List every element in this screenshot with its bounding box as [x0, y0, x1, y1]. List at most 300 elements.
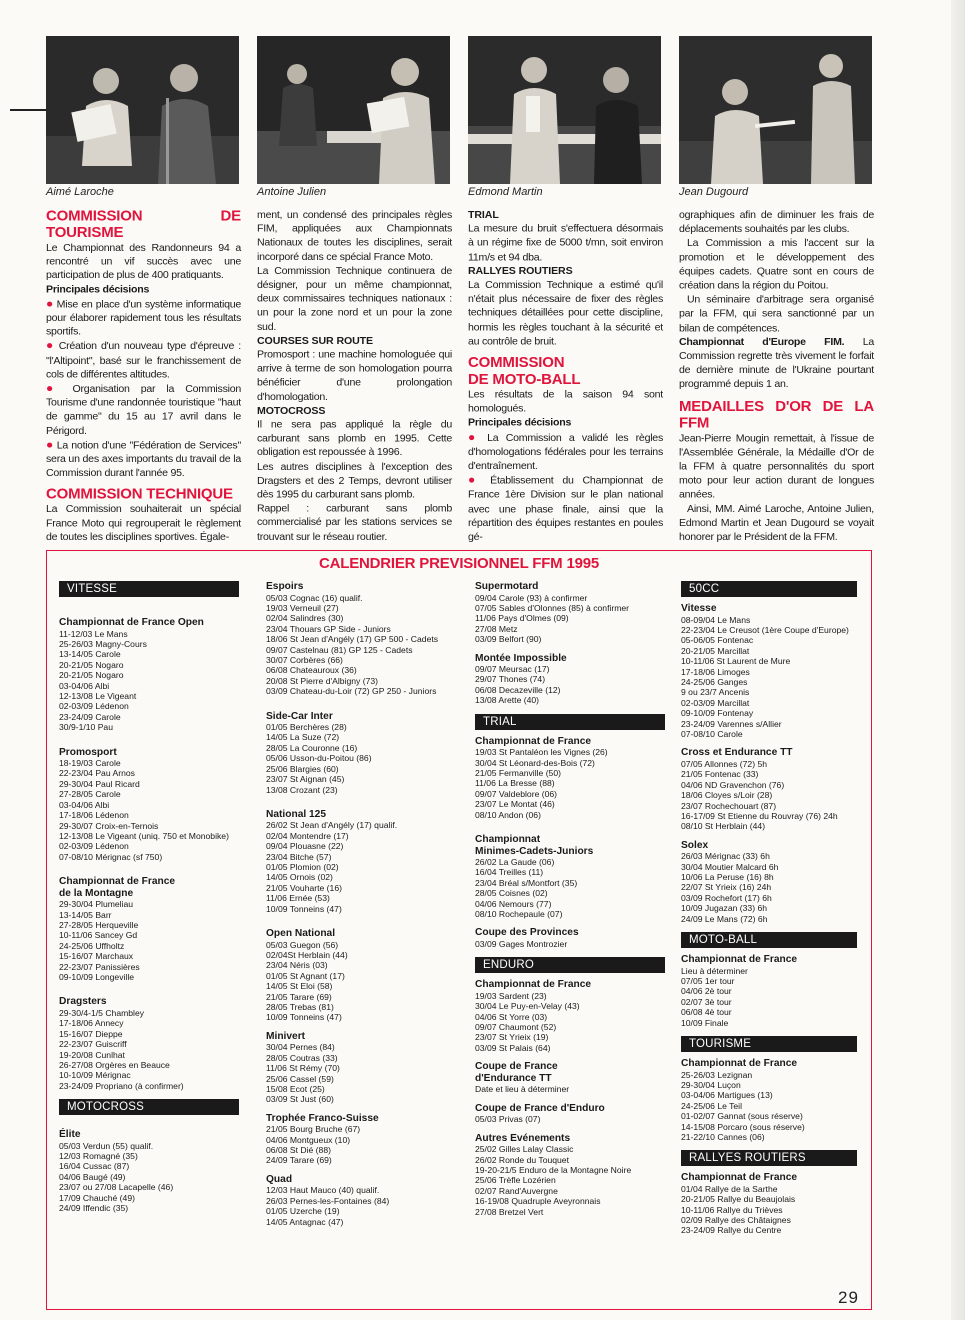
bullet-paragraph — [468, 473, 663, 544]
section-heading: MEDAILLES D'OR DE LA FFM — [679, 397, 874, 432]
event-date-line: 25/02 Gilles Lalay Classic — [475, 1144, 574, 1155]
event-date-line: 23/04 Thouars GP Side - Juniors — [266, 623, 391, 634]
event-heading: Open National — [266, 928, 336, 940]
event-date-line: 26/03 Pernes-les-Fontaines (84) — [266, 1195, 390, 1206]
event-date-line: 08-09/04 Le Mans — [681, 614, 751, 625]
bullet-text: Mise en place d'un système informatique pour élaborer rapidement tous les résultats sportifs. — [46, 298, 242, 338]
event-heading: Championnat de France Open — [59, 617, 204, 628]
calendar-title: CALENDRIER PREVISIONNEL FFM 1995 — [318, 555, 600, 572]
event-date-line: 02/07 Rand'Auvergne — [475, 1185, 558, 1196]
spacer — [681, 1142, 857, 1150]
event-date-line: 24-25/06 Le Teil — [681, 1100, 742, 1111]
spacer — [475, 820, 665, 834]
event-date-line: 19-20/08 Cunlhat — [59, 1049, 125, 1060]
spacer — [59, 733, 239, 747]
event-date-line: 14/05 Antagnac (47) — [266, 1216, 344, 1227]
bullet-paragraph — [46, 296, 241, 338]
event-date-line: 02/04St Herblain (44) — [266, 949, 348, 960]
bullet-paragraph — [46, 339, 241, 381]
event-date-line: 10/09 Tonneins (47) — [266, 1012, 342, 1023]
spacer — [475, 1095, 665, 1103]
paragraph: ographiques afin de diminuer les frais de déplacements souhaités par les clubs. — [679, 208, 874, 236]
event-date-line: 26/02 St Jean d'Angély (17) qualif. — [266, 820, 398, 831]
event-date-line: 11-12/03 Le Mans — [59, 628, 128, 639]
event-date-line: 23/07 St Aignan (45) — [266, 774, 345, 785]
event-date-line: 23/04 Bréal s/Montfort (35) — [475, 877, 578, 888]
spacer — [59, 1121, 239, 1129]
event-date-line: 23-24/09 Varennes s/Allier — [681, 718, 782, 729]
event-heading: Minimes-Cadets-Juniors — [475, 845, 594, 857]
subsection-heading: COURSES SUR ROUTE — [257, 334, 374, 347]
paragraph: Ainsi, MM. Aimé Laroche, Antoine Julien, Edmond Martin et Jean Dugourd se voyait honorer par le Président de la FFM. — [679, 502, 874, 544]
paragraph: Il ne sera pas appliqué la règle du carburant sans plomb en 1995. Cette obligation est repoussée à 1996. — [257, 418, 452, 459]
subsection-heading: TRIAL — [468, 208, 499, 221]
bullet-icon: ● — [468, 473, 482, 487]
event-date-line: 02/04 Montendre (17) — [266, 830, 349, 841]
event-date-line: 07-08/10 Mérignac (sf 750) — [59, 851, 163, 862]
event-heading: Coupe de France — [475, 1061, 558, 1073]
bullet-icon: ● — [468, 429, 480, 444]
event-date-line: 11/06 La Bresse (88) — [475, 778, 555, 789]
event-heading: Championnat de France — [475, 735, 592, 747]
calendar-section-band: VITESSE — [59, 581, 239, 597]
spacer — [681, 739, 857, 747]
event-date-line: 09/04 Carole (93) à confirmer — [475, 592, 588, 603]
event-date-line: 09/07 Chaumont (52) — [475, 1022, 557, 1033]
event-date-line: 25/06 Cassel (59) — [266, 1073, 334, 1084]
event-date-line: 19/03 Sardent (23) — [475, 990, 547, 1001]
event-date-line: 22-23/04 Pau Arnos — [59, 768, 135, 779]
event-date-line: 26-27/08 Orgères en Beauce — [59, 1059, 170, 1070]
bold-label: Principales décisions — [46, 283, 150, 296]
event-date-line: 27/08 Metz — [475, 623, 518, 634]
event-date-line: 22/07 St Yrieix (16) 24h — [681, 882, 772, 893]
event-date-line: 15-16/07 Dieppe — [59, 1028, 123, 1039]
spacer — [59, 982, 239, 996]
event-date-line: 21-22/10 Cannes (06) — [681, 1131, 765, 1142]
event-date-line: 06/08 4è tour — [681, 1007, 732, 1018]
event-date-line: 02/04 Salindres (30) — [266, 613, 344, 624]
spacer — [475, 645, 665, 653]
photo-edmond-martin — [468, 36, 661, 184]
rule-line — [10, 109, 46, 111]
page-number: 29 — [838, 1288, 859, 1307]
event-date-line: 05/03 Guegon (56) — [266, 939, 339, 950]
event-date-line: 03/09 St Just (60) — [266, 1094, 334, 1105]
paragraph: La Commission Technique a estimé qu'il n'était plus nécessaire de fixer des règles techniques détaillées pour cette discipline, hormis les règles touchant à la sécurité et au contrôle de bruit. — [468, 279, 663, 348]
event-date-line: 10-11/06 Rallye du Trièves — [681, 1204, 783, 1215]
event-date-line: 23-24/09 Rallye du Centre — [681, 1225, 782, 1236]
event-heading: Promosport — [59, 746, 117, 758]
photo-strip — [46, 36, 872, 186]
photo-caption: Antoine Julien — [257, 186, 327, 198]
event-date-line: 15-16/07 Marchaux — [59, 951, 134, 962]
paragraph: La mesure du bruit s'effectuera désormais à un régime fixe de 5000 t/mn, soit environ 11m/s et 94 dba. — [468, 223, 663, 263]
event-date-line: 02/07 3è tour — [681, 996, 732, 1007]
event-date-line: 05/03 Privas (07) — [475, 1114, 541, 1125]
calendar-section-band: MOTOCROSS — [59, 1099, 239, 1115]
event-heading: Élite — [59, 1129, 81, 1141]
event-heading: Championnat de France — [681, 954, 798, 966]
bullet-icon: ● — [46, 381, 62, 396]
event-date-line: 01/05 Uzerche (19) — [266, 1206, 340, 1217]
event-date-line: 03/09 Gages Montrozier — [475, 938, 568, 949]
subsection-heading: RALLYES ROUTIERS — [468, 265, 573, 277]
event-date-line: 30/04 Pernes (84) — [266, 1042, 335, 1053]
event-heading: Championnat de France — [475, 979, 592, 991]
article-column-4 — [679, 208, 874, 544]
event-date-line: 21/05 Fontenac (33) — [681, 769, 759, 780]
spacer — [59, 862, 239, 876]
event-date-line: 10-11/06 St Laurent de Mure — [681, 656, 791, 667]
event-date-line: 29-30/04 Plumeliau — [59, 899, 134, 910]
photo-caption: Edmond Martin — [468, 186, 543, 198]
event-date-line: 13-14/05 Carole — [59, 649, 121, 660]
paragraph: Un séminaire d'arbitrage sera organisé par la FFM, qui sera sanctionné par un bilan de compétences. — [679, 293, 874, 334]
event-date-line: 10/09 Finale — [681, 1017, 729, 1028]
spacer — [475, 706, 665, 714]
event-date-line: 28/05 La Couronne (16) — [266, 742, 358, 753]
event-date-line: 23/07 Rochechouart (87) — [681, 800, 777, 811]
paragraph: ment, un condensé des principales règles FIM, appliquées aux Championnats Nationaux de toutes les disciplines, serait incorporé dans ce spécial France Moto. — [257, 208, 452, 263]
event-date-line: 30/04 Le Puy-en-Velay (43) — [475, 1001, 580, 1012]
photo-caption: Jean Dugourd — [679, 186, 749, 198]
event-date-line: 01/05 St Agnant (17) — [266, 970, 345, 981]
event-date-line: 20-21/05 Nogaro — [59, 670, 124, 681]
event-heading: Supermotard — [475, 581, 539, 592]
event-date-line: 01/04 Rallye de la Sarthe — [681, 1183, 778, 1194]
event-date-line: 09-10/09 Fontenay — [681, 708, 754, 719]
event-date-line: 03-04/06 Martigues (13) — [681, 1090, 773, 1101]
event-date-line: 23/07 ou 27/08 Lacapelle (46) — [59, 1182, 174, 1193]
event-date-line: 29-30/07 Croix-en-Ternois — [59, 820, 159, 831]
event-date-line: 29-30/04 Luçon — [681, 1079, 741, 1090]
calendar-section-band: RALLYES ROUTIERS — [681, 1150, 857, 1166]
event-date-line: 29/07 Thones (74) — [475, 674, 546, 685]
event-date-line: 10-10/09 Mérignac — [59, 1070, 131, 1081]
spacer — [59, 1091, 239, 1099]
calendar-section-band: 50CC — [681, 581, 857, 597]
event-date-line: 16-19/08 Quadruple Aveyronnais — [475, 1196, 601, 1207]
spacer — [266, 795, 456, 809]
event-date-line: 01-02/07 Gannat (sous réserve) — [681, 1111, 803, 1122]
event-date-line: 04/06 Nemours (77) — [475, 898, 552, 909]
event-date-line: 26/02 Ronde du Touquet — [475, 1154, 569, 1165]
calendar-section-band: MOTO-BALL — [681, 932, 857, 948]
event-date-line: 14-15/08 Porcaro (sous réserve) — [681, 1121, 805, 1132]
event-date-line: 21/05 Bourg Bruche (67) — [266, 1124, 361, 1135]
event-date-line: 30/04 St Léonard-des-Bois (72) — [475, 757, 595, 768]
event-date-line: 06/08 Decazeville (12) — [475, 684, 561, 695]
photo-antoine-julien — [257, 36, 450, 184]
event-date-line: 17-18/06 Limoges — [681, 666, 750, 677]
event-date-line: 20-21/05 Nogaro — [59, 659, 124, 670]
event-date-line: 09/07 Castelnau (81) GP 125 - Cadets — [266, 644, 413, 655]
event-heading: d'Endurance TT — [475, 1072, 552, 1084]
spacer — [475, 949, 665, 957]
spacer — [681, 924, 857, 932]
event-date-line: 19/03 Verneuil (27) — [266, 602, 339, 613]
bullet-icon: ● — [46, 296, 54, 311]
event-heading: Espoirs — [266, 581, 304, 592]
event-date-line: 09/04 Plouasne (22) — [266, 841, 344, 852]
event-date-line: 04/06 Montgueux (10) — [266, 1134, 351, 1145]
event-heading: Vitesse — [681, 603, 717, 614]
event-date-line: 24/09 Le Mans (72) 6h — [681, 913, 768, 924]
event-date-line: 08/10 Andon (06) — [475, 809, 541, 820]
event-date-line: 18/06 St Jean d'Angély (17) GP 500 - Cadets — [266, 634, 439, 645]
event-date-line: 24/09 Iffendic (35) — [59, 1203, 129, 1214]
event-date-line: 18-19/03 Carole — [59, 758, 121, 769]
spacer — [266, 914, 456, 928]
event-date-line: 06/08 Chateauroux (36) — [266, 665, 357, 676]
event-date-line: 30/04 Moutier Malcard 6h — [681, 861, 779, 872]
calendar-box — [46, 550, 872, 1310]
event-heading: de la Montagne — [59, 887, 134, 899]
event-date-line: 30/9-1/10 Pau — [59, 722, 113, 733]
event-date-line: 11/06 St Rémy (70) — [266, 1063, 340, 1074]
event-date-line: 05/03 Cognac (16) qualif. — [266, 592, 363, 603]
event-date-line: 24-25/06 Ganges — [681, 676, 748, 687]
event-date-line: 9 ou 23/7 Ancenis — [681, 687, 750, 698]
event-date-line: 10/09 Tonneins (47) — [266, 903, 342, 914]
event-date-line: 07/05 1er tour — [681, 975, 735, 986]
bold-label: Championnat d'Europe FIM. — [679, 336, 845, 348]
event-heading: Championnat de France — [681, 1172, 798, 1184]
event-date-line: 14/05 St Eloi (58) — [266, 981, 333, 992]
event-date-line: 16/04 Treilles (11) — [475, 867, 544, 878]
spacer — [59, 603, 239, 617]
event-date-line: 27/08 Bretzel Vert — [475, 1206, 544, 1217]
spacer — [681, 832, 857, 840]
event-date-line: 02-03/09 Lédenon — [59, 701, 129, 712]
calendar-section-band: TRIAL — [475, 714, 665, 730]
event-date-line: 21/05 Tarare (69) — [266, 991, 332, 1002]
event-date-line: 25-26/03 Lezignan — [681, 1069, 753, 1080]
section-heading: COMMISSION — [468, 354, 565, 372]
event-date-line: 08/10 Rochepaule (07) — [475, 909, 563, 920]
paragraph: La Commission souhaiterait un spécial France Moto qui regrouperait le règlement de toutes les disciplines sportives. Égale- — [46, 503, 241, 543]
paragraph: La Commission a mis l'accent sur la promotion et le développement des équipes cadets. Quatre sont en cours de création dans la région du Poitou. — [679, 237, 874, 292]
paragraph — [679, 335, 874, 391]
event-date-line: 25/06 Blargies (60) — [266, 763, 339, 774]
event-date-line: 29-30/4-1/5 Chambley — [59, 1007, 145, 1018]
event-date-line: 03/09 St Palais (64) — [475, 1042, 551, 1053]
article-column-2 — [257, 208, 452, 544]
event-date-line: 22-23/04 Le Creusot (1ère Coupe d'Europe) — [681, 624, 849, 635]
event-date-line: 21/05 Fermanville (50) — [475, 767, 561, 778]
event-date-line: 15/08 Ecot (25) — [266, 1083, 325, 1094]
event-date-line: 28/05 Coisnes (02) — [475, 888, 548, 899]
event-date-line: 13/08 Arette (40) — [475, 695, 540, 706]
event-date-line: 01/05 Berchères (28) — [266, 722, 347, 733]
event-date-line: 06/08 St Dié (88) — [266, 1145, 331, 1156]
paragraph: Jean-Pierre Mougin remettait, à l'issue de l'Assemblée Générale, la Médaille d'Or de la FFM à quatre personnalités du sport moto pour leur action durant de longues années. — [679, 432, 874, 501]
event-date-line: 22-23/07 Guiscriff — [59, 1039, 127, 1050]
spacer — [475, 919, 665, 927]
event-date-line: 19/03 St Pantaléon les Vignes (26) — [475, 747, 608, 758]
event-date-line: 12-13/08 Le Vigeant (uniq. 750 et Monobike) — [59, 830, 229, 841]
event-date-line: 17-18/06 Annecy — [59, 1018, 124, 1029]
subsection-heading: MOTOCROSS — [257, 404, 326, 417]
event-date-line: 23-24/09 Carole — [59, 711, 121, 722]
event-heading: Trophée Franco-Suisse — [266, 1112, 379, 1124]
event-date-line: 23/04 Bitche (57) — [266, 851, 332, 862]
article-column-3 — [468, 208, 663, 544]
event-date-line: 12/03 Romagné (35) — [59, 1151, 138, 1162]
paragraph: Les autres disciplines à l'exception des Dragsters et des 2 Temps, devront utiliser dès 1995 du carburant sans plomb. — [257, 460, 452, 501]
event-date-line: 16/04 Cussac (87) — [59, 1161, 130, 1172]
calendar-section-band: ENDURO — [475, 957, 665, 973]
event-date-line: 04/06 ND Gravenchon (76) — [681, 779, 785, 790]
bullet-text: Organisation par la Commission Tourisme d'une randonnée touristique "haut de gamme" du 15 au 17 avril dans le Périgord. — [46, 383, 242, 437]
event-date-line: 17-18/06 Lédenon — [59, 810, 129, 821]
event-heading: Minivert — [266, 1030, 306, 1042]
bullet-icon: ● — [46, 338, 55, 353]
event-date-line: 29-30/04 Paul Ricard — [59, 778, 140, 789]
event-heading: Montée Impossible — [475, 652, 567, 664]
page-edge — [951, 0, 965, 1320]
event-date-line: 07-08/10 Carole — [681, 728, 743, 739]
paragraph-text: La Commission regrette très vivement le forfait de dernière minute de l'Ukraine pourtant programmé depuis 1 an. — [679, 336, 874, 391]
bullet-text: La Commission a validé les règles d'homologations fédérales pour les terrains d'entraînement. — [468, 431, 663, 472]
event-date-line: 10/06 La Peruse (16) 8h — [681, 872, 774, 883]
event-date-line: 07/05 Sables d'Olonnes (85) à confirmer — [475, 602, 630, 613]
event-date-line: 20/08 St Pierre d'Albigny (73) — [266, 675, 378, 686]
event-date-line: 04/06 2è tour — [681, 986, 732, 997]
section-heading: DE MOTO-BALL — [468, 371, 581, 388]
event-date-line: 03/09 Belfort (90) — [475, 634, 542, 645]
event-date-line: 24-25/06 Uffholtz — [59, 940, 125, 951]
paragraph: Le Championnat des Randonneurs 94 a rencontré un vif succès avec une participation de plus de 400 pratiquants. — [46, 242, 241, 282]
event-date-line: 28/05 Trebas (81) — [266, 1002, 334, 1012]
event-date-line: 02-03/09 Lédenon — [59, 841, 129, 852]
event-heading: Quad — [266, 1173, 293, 1185]
event-date-line: 26/03 Mérignac (33) 6h — [681, 851, 770, 862]
article-body — [46, 208, 872, 544]
spacer — [266, 697, 456, 711]
bullet-paragraph — [46, 381, 241, 437]
event-date-line: 21/05 Vouharte (16) — [266, 882, 342, 893]
article-column-1 — [46, 208, 241, 544]
event-date-line: 23-24/09 Propriano (à confirmer) — [59, 1080, 184, 1091]
spacer — [475, 1053, 665, 1061]
event-date-line: 07/05 Allonnes (72) 5h — [681, 758, 768, 769]
calendar-column-1 — [59, 581, 239, 1213]
event-heading: Championnat — [475, 834, 541, 845]
event-date-line: 16-17/09 St Etienne du Rouvray (76) 24h — [681, 810, 838, 821]
event-date-line: 09-10/09 Longeville — [59, 971, 135, 982]
event-date-line: 18/06 Cloyes s/Loir (28) — [681, 790, 773, 801]
spacer — [266, 1023, 456, 1031]
event-date-line: 23/07 Le Montat (46) — [475, 799, 555, 810]
spacer — [681, 1028, 857, 1036]
event-date-line: 01/05 Plomion (02) — [266, 862, 339, 873]
event-date-line: 23/04 Néris (03) — [266, 960, 328, 971]
paragraph: La Commission Technique continuera de désigner, pour un même championnat, deux commissaires techniques nationaux : un pour la zone nord et un pour la zone sud. — [257, 264, 452, 333]
event-heading: Side-Car Inter — [266, 710, 333, 722]
event-date-line: 28/05 Coutras (33) — [266, 1052, 338, 1063]
event-date-line: 26/02 La Gaude (06) — [475, 857, 555, 867]
event-date-line: Date et lieu à déterminer — [475, 1084, 570, 1095]
event-date-line: 20-21/05 Rallye du Beaujolais — [681, 1194, 796, 1205]
event-date-line: 02-03/09 Marcillat — [681, 697, 750, 708]
event-heading: Coupe de France d'Enduro — [475, 1102, 605, 1114]
event-heading: Championnat de France — [681, 1058, 798, 1069]
event-date-line: 05-06/05 Fontenac — [681, 635, 754, 646]
event-heading: Solex — [681, 839, 709, 851]
photo-caption: Aimé Laroche — [46, 186, 114, 198]
bullet-text: Création d'un nouveau type d'épreuve : "l'Altipoint", basé sur le franchissement de cols de différentes altitudes. — [46, 340, 242, 381]
calendar-column-2 — [266, 581, 456, 1227]
event-heading: Coupe des Provinces — [475, 927, 579, 939]
photo-jean-dugourd — [679, 36, 872, 184]
event-date-line: 25/06 Trèfle Lozérien — [475, 1175, 556, 1186]
calendar-column-3 — [475, 581, 665, 1217]
event-date-line: 22-23/07 Panissières — [59, 961, 140, 972]
event-date-line: 14/05 La Suze (72) — [266, 732, 340, 743]
event-heading: National 125 — [266, 808, 327, 820]
bullet-text: La notion d'une "Fédération de Services" sera un des axes importants du travail de la Commission durant l'année 95. — [46, 439, 241, 480]
event-date-line: 09/07 Valdeblore (06) — [475, 788, 558, 799]
event-date-line: 25-26/03 Magny-Cours — [59, 638, 147, 649]
photo-aime-laroche — [46, 36, 239, 184]
section-heading: COMMISSION TECHNIQUE — [46, 486, 233, 503]
bullet-text: Établissement du Championnat de France 1ère Division sur le plan national avec une phase finale, ainsi que la répartition des équipes restantes en poules gé- — [468, 475, 663, 543]
event-date-line: 13-14/05 Barr — [59, 909, 112, 920]
event-date-line: 03-04/06 Albi — [59, 680, 110, 691]
event-date-line: 11/06 Pays d'Olmes (09) — [475, 613, 569, 624]
spacer — [266, 1105, 456, 1113]
event-heading: Championnat de France — [59, 876, 176, 888]
event-date-line: 10/09 Jugazan (33) 6h — [681, 903, 768, 914]
event-date-line: 27-28/05 Carole — [59, 789, 121, 800]
event-date-line: 19-20-21/5 Enduro de la Montagne Noire — [475, 1164, 632, 1175]
event-date-line: 09/07 Meursac (17) — [475, 664, 550, 675]
bullet-paragraph — [468, 430, 663, 473]
bullet-paragraph — [46, 438, 241, 480]
event-heading: Cross et Endurance TT — [681, 747, 793, 759]
event-date-line: 05/03 Verdun (55) qualif. — [59, 1140, 154, 1151]
spacer — [266, 1166, 456, 1174]
paragraph: Rappel : carburant sans plomb commercialisé par les stations services se trouvant sur le réseau routier. — [257, 502, 452, 543]
event-date-line: 04/06 Baugé (49) — [59, 1171, 126, 1182]
event-date-line: 05/06 Usson-du-Poitou (86) — [266, 753, 372, 764]
event-date-line: 23/07 St Yrieix (19) — [475, 1032, 549, 1043]
event-date-line: 02/09 Rallye des Châtaignes — [681, 1215, 791, 1226]
event-date-line: 17/09 Chauché (49) — [59, 1192, 135, 1203]
event-date-line: 04/06 St Yorre (03) — [475, 1011, 548, 1022]
event-date-line: 12-13/08 Le Vigeant — [59, 690, 137, 701]
event-date-line: 13/08 Crozant (23) — [266, 784, 338, 795]
event-date-line: 20-21/05 Marcillat — [681, 645, 750, 656]
paragraph: Les résultats de la saison 94 sont homologués. — [468, 388, 663, 415]
event-date-line: Lieu à déterminer — [681, 965, 748, 976]
bullet-icon: ● — [46, 437, 54, 452]
event-date-line: 03-04/06 Albi — [59, 799, 110, 810]
event-date-line: 03/09 Chateau-du-Loir (72) GP 250 - Juniors — [266, 686, 437, 697]
event-date-line: 03/09 Rochefort (17) 6h — [681, 892, 772, 903]
event-date-line: 10-11/06 Sancey Gd — [59, 930, 138, 941]
event-heading: Autres Evénements — [475, 1132, 571, 1144]
event-date-line: 24/09 Tarare (69) — [266, 1155, 332, 1166]
event-date-line: 30/07 Corbères (66) — [266, 654, 343, 665]
event-date-line: 11/06 Ernée (53) — [266, 893, 330, 904]
event-heading: Dragsters — [59, 996, 107, 1008]
calendar-section-band: TOURISME — [681, 1036, 857, 1052]
event-date-line: 27-28/05 Herqueville — [59, 919, 139, 930]
calendar-column-4 — [681, 581, 857, 1236]
